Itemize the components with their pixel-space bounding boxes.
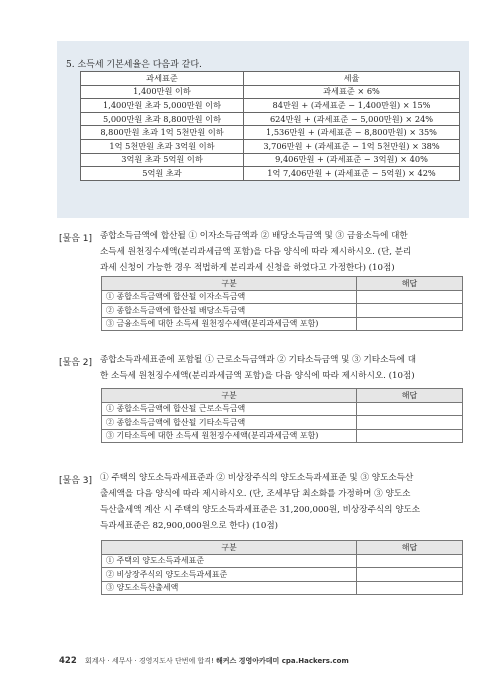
tax-rate-cell: 9,406만원 + (과세표준 − 3억원) × 40% (244, 153, 460, 167)
tax-rate-cell: 3,706만원 + (과세표준 − 1억 5천만원) × 38% (244, 139, 460, 153)
question-1-text (100, 228, 464, 276)
answer-header-row (102, 277, 463, 291)
tax-rate-cell: 624만원 + (과세표준 − 5,000만원) × 24% (244, 112, 460, 126)
tax-rate-row (81, 153, 460, 167)
answer-header-row (102, 389, 463, 403)
tax-base-cell: 1,400만원 초과 5,000만원 이하 (81, 99, 244, 113)
tax-rate-row (81, 112, 460, 126)
answer-cell[interactable] (357, 304, 463, 318)
question-1-line: 종합소득금액에 합산될 ① 이자소득금액과 ② 배당소득금액 및 ③ 금융소득에 대한 (100, 231, 408, 241)
question-3-line: 득산출세액 계산 시 주택의 양도소득과세표준은 31,200,000원, 비상장주식의 양도소 (100, 505, 421, 515)
answer-cell[interactable] (357, 429, 463, 443)
footer-text: 회계사 · 세무사 · 경영지도사 단번에 합격! (84, 657, 217, 665)
tax-rate-cell: 과세표준 × 6% (244, 85, 460, 99)
question-2-answer-table (101, 388, 463, 443)
question-3-line: 득과세표준은 82,900,000원으로 한다) (10점) (100, 521, 279, 531)
question-1-line: 과세 신청이 가능한 경우 적법하게 분리과세 신청을 하였다고 가정한다) (10점) (100, 263, 395, 273)
answer-row (102, 290, 463, 304)
question-2-line: 종합소득과세표준에 포함될 ① 근로소득금액과 ② 기타소득금액 및 ③ 기타소득에 대 (100, 355, 417, 365)
answer-header: 해답 (357, 277, 463, 291)
question-3-line: ① 주택의 양도소득과세표준과 ② 비상장주식의 양도소득과세표준 및 ③ 양도소득산 (100, 473, 414, 483)
answer-cell[interactable] (357, 554, 463, 568)
footer-brand: 해커스 경영아카데미 cpa.Hackers.com (216, 657, 349, 665)
question-2-label: [물음 2] (59, 358, 92, 368)
answer-cell[interactable] (357, 568, 463, 582)
category-header: 구분 (102, 277, 357, 291)
question-3-label: [물음 3] (59, 476, 92, 486)
page-number: 422 (59, 656, 77, 666)
tax-base-cell: 5억원 초과 (81, 167, 244, 181)
answer-row (102, 416, 463, 430)
tax-rate-cell: 84만원 + (과세표준 − 1,400만원) × 15% (244, 99, 460, 113)
tax-rate-row (81, 167, 460, 181)
answer-cell[interactable] (357, 290, 463, 304)
page-footer (59, 656, 349, 666)
question-1-label: [물음 1] (59, 234, 92, 244)
item-label: ① 주택의 양도소득과세표준 (102, 554, 357, 568)
category-header: 구분 (102, 541, 357, 555)
question-3-line: 출세액을 다음 양식에 따라 제시하시오. (단, 조세부담 최소화를 가정하며 ③ 양도소 (100, 489, 411, 499)
item-label: ② 종합소득금액에 합산될 배당소득금액 (102, 304, 357, 318)
answer-cell[interactable] (357, 416, 463, 430)
item-label: ③ 금융소득에 대한 소득세 원천징수세액(분리과세금액 포함) (102, 317, 357, 331)
tax-base-cell: 8,800만원 초과 1억 5천만원 이하 (81, 126, 244, 140)
question-3-text (100, 470, 464, 534)
question-2-line: 한 소득세 원천징수세액(분리과세금액 포함)을 다음 양식에 따라 제시하시오. (10점) (100, 371, 415, 381)
category-header: 구분 (102, 389, 357, 403)
item-label: ② 비상장주식의 양도소득과세표준 (102, 568, 357, 582)
answer-row (102, 568, 463, 582)
tax-rate-cell: 1억 7,406만원 + (과세표준 − 5억원) × 42% (244, 167, 460, 181)
tax-rate-header-row (81, 72, 460, 86)
question-2-text (100, 352, 464, 384)
question-1-line: 소득세 원천징수세액(분리과세금액 포함)을 다음 양식에 따라 제시하시오. (단, 분리 (100, 247, 412, 257)
answer-header: 해답 (357, 389, 463, 403)
question-3-answer-table (101, 540, 463, 595)
tax-rate-table (80, 71, 460, 181)
item-label: ① 종합소득금액에 합산될 근로소득금액 (102, 402, 357, 416)
answer-header-row (102, 541, 463, 555)
answer-row (102, 402, 463, 416)
answer-row (102, 304, 463, 318)
answer-row (102, 554, 463, 568)
tax-rate-row (81, 85, 460, 99)
tax-rate-row (81, 126, 460, 140)
item-label: ① 종합소득금액에 합산될 이자소득금액 (102, 290, 357, 304)
answer-row (102, 581, 463, 595)
answer-row (102, 317, 463, 331)
answer-cell[interactable] (357, 402, 463, 416)
tax-base-cell: 3억원 초과 5억원 이하 (81, 153, 244, 167)
tax-base-header: 과세표준 (81, 72, 244, 86)
tax-rate-row (81, 139, 460, 153)
answer-header: 해답 (357, 541, 463, 555)
question-1-answer-table (101, 276, 463, 331)
answer-cell[interactable] (357, 317, 463, 331)
answer-row (102, 429, 463, 443)
item-label: ② 종합소득금액에 합산될 기타소득금액 (102, 416, 357, 430)
tax-rate-intro: 5. 소득세 기본세율은 다음과 같다. (66, 60, 202, 70)
item-label: ③ 양도소득산출세액 (102, 581, 357, 595)
item-label: ③ 기타소득에 대한 소득세 원천징수세액(분리과세금액 포함) (102, 429, 357, 443)
tax-rate-row (81, 99, 460, 113)
tax-base-cell: 5,000만원 초과 8,800만원 이하 (81, 112, 244, 126)
tax-rate-cell: 1,536만원 + (과세표준 − 8,800만원) × 35% (244, 126, 460, 140)
tax-base-cell: 1억 5천만원 초과 3억원 이하 (81, 139, 244, 153)
answer-cell[interactable] (357, 581, 463, 595)
tax-rate-header: 세율 (244, 72, 460, 86)
tax-base-cell: 1,400만원 이하 (81, 85, 244, 99)
